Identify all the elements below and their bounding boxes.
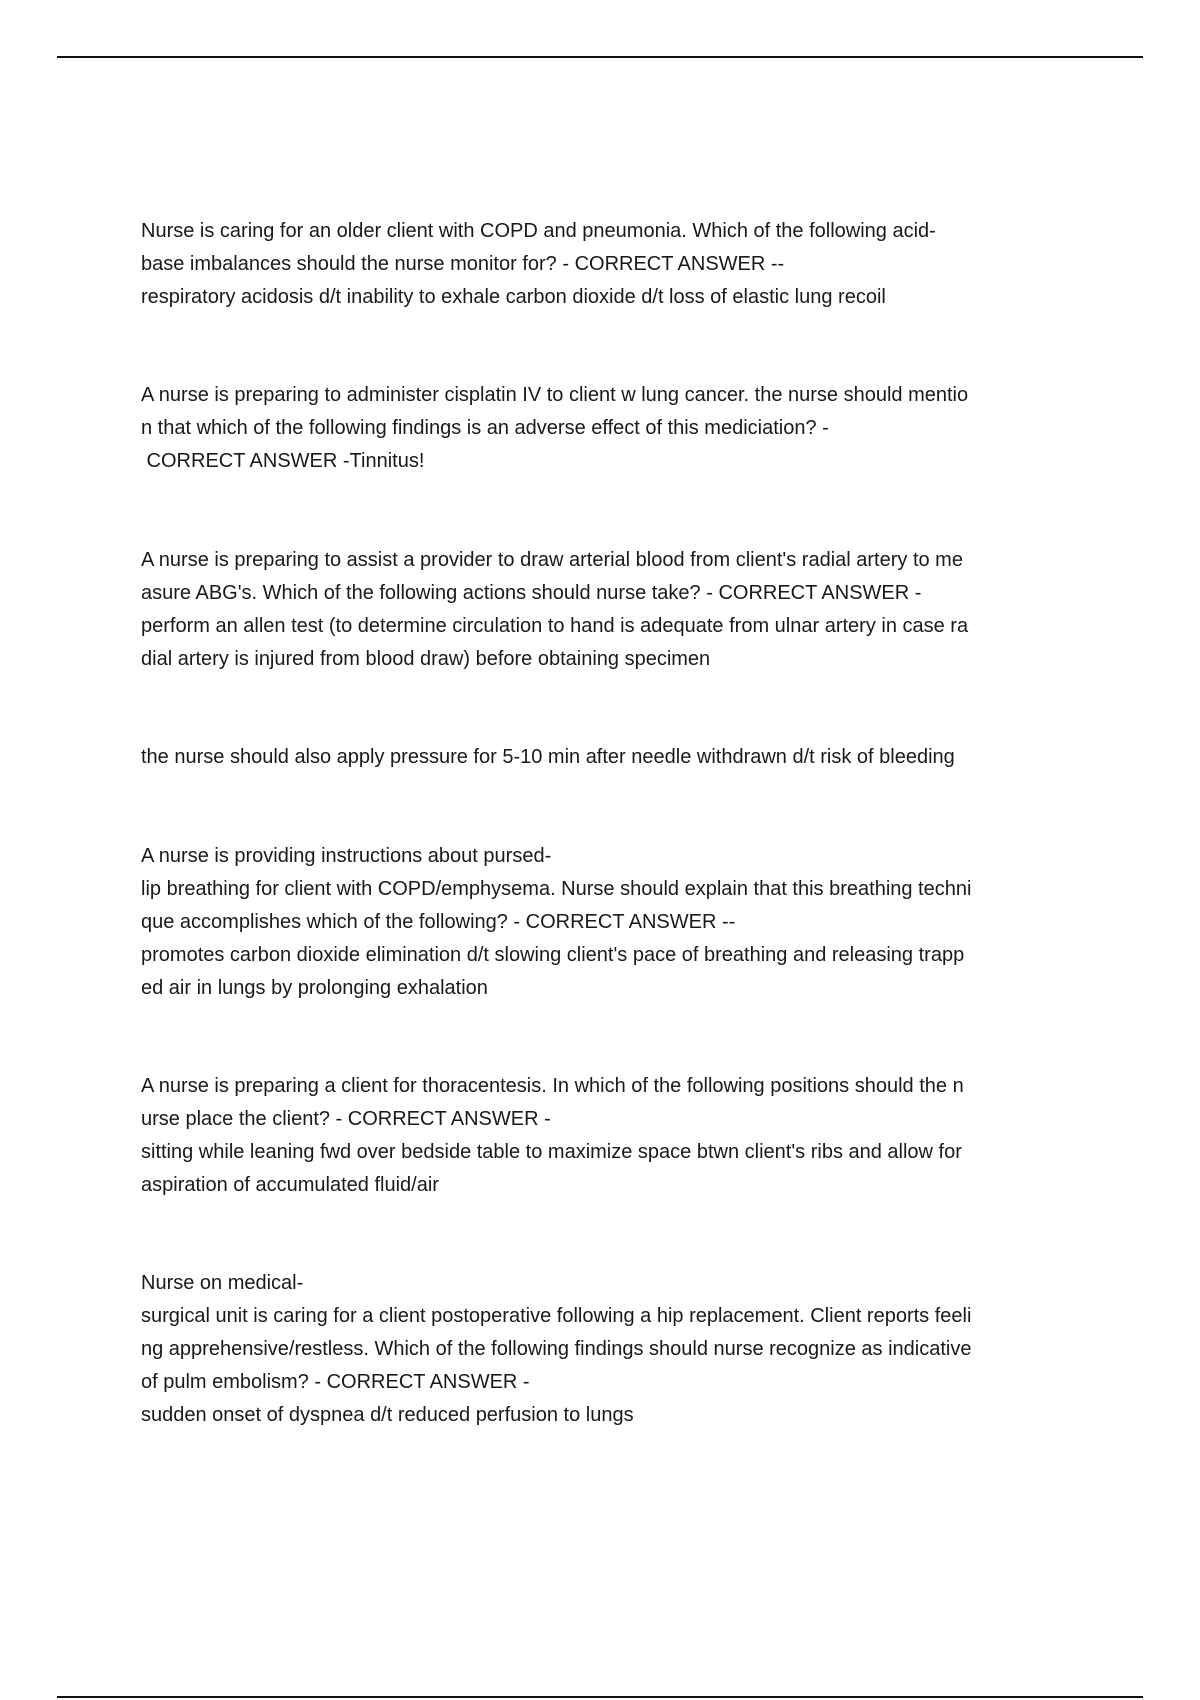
text-line: ed air in lungs by prolonging exhalation [141, 977, 488, 999]
qa-block-pursed-lip [141, 840, 1061, 1005]
text-line: Nurse on medical- [141, 1272, 304, 1294]
qa-block-abg-draw [141, 544, 1061, 676]
text-line: n that which of the following findings is an adverse effect of this mediciation? - [141, 417, 829, 439]
text-line: Nurse is caring for an older client with COPD and pneumonia. Which of the following acid- [141, 220, 936, 242]
text-line: aspiration of accumulated fluid/air [141, 1174, 439, 1196]
note-block-pressure [141, 741, 1061, 774]
text-line: perform an allen test (to determine circulation to hand is adequate from ulnar artery in case ra [141, 615, 969, 637]
text-line: A nurse is preparing to assist a provider to draw arterial blood from client's radial artery to me [141, 549, 963, 571]
text-line: lip breathing for client with COPD/emphysema. Nurse should explain that this breathing techni [141, 878, 972, 900]
text-line: A nurse is preparing to administer cisplatin IV to client w lung cancer. the nurse should mentio [141, 384, 969, 406]
text-line: promotes carbon dioxide elimination d/t slowing client's pace of breathing and releasing trapp [141, 944, 965, 966]
qa-block-copd-pneumonia [141, 215, 1061, 314]
text-line: A nurse is providing instructions about pursed- [141, 845, 552, 867]
text-line: asure ABG's. Which of the following actions should nurse take? - CORRECT ANSWER - [141, 582, 922, 604]
text-line: que accomplishes which of the following? - CORRECT ANSWER -- [141, 911, 736, 933]
text-line: base imbalances should the nurse monitor for? - CORRECT ANSWER -- [141, 253, 785, 275]
text-line: of pulm embolism? - CORRECT ANSWER - [141, 1371, 530, 1393]
qa-block-pulm-embolism [141, 1267, 1061, 1432]
bottom-rule [57, 1696, 1143, 1698]
text-line: sudden onset of dyspnea d/t reduced perfusion to lungs [141, 1404, 634, 1426]
qa-block-thoracentesis [141, 1070, 1061, 1202]
text-line: dial artery is injured from blood draw) before obtaining specimen [141, 648, 711, 670]
text-line: A nurse is preparing a client for thoracentesis. In which of the following positions should the n [141, 1075, 964, 1097]
text-line: the nurse should also apply pressure for 5-10 min after needle withdrawn d/t risk of bleeding [141, 746, 955, 768]
text-line: ng apprehensive/restless. Which of the following findings should nurse recognize as indicative [141, 1338, 972, 1360]
text-line: urse place the client? - CORRECT ANSWER - [141, 1108, 551, 1130]
qa-block-cisplatin [141, 379, 1061, 478]
text-line: CORRECT ANSWER -Tinnitus! [141, 450, 425, 472]
text-line: respiratory acidosis d/t inability to exhale carbon dioxide d/t loss of elastic lung recoil [141, 286, 886, 308]
text-line: surgical unit is caring for a client postoperative following a hip replacement. Client reports feeli [141, 1305, 972, 1327]
text-line: sitting while leaning fwd over bedside table to maximize space btwn client's ribs and allow for [141, 1141, 962, 1163]
top-rule [57, 56, 1143, 58]
